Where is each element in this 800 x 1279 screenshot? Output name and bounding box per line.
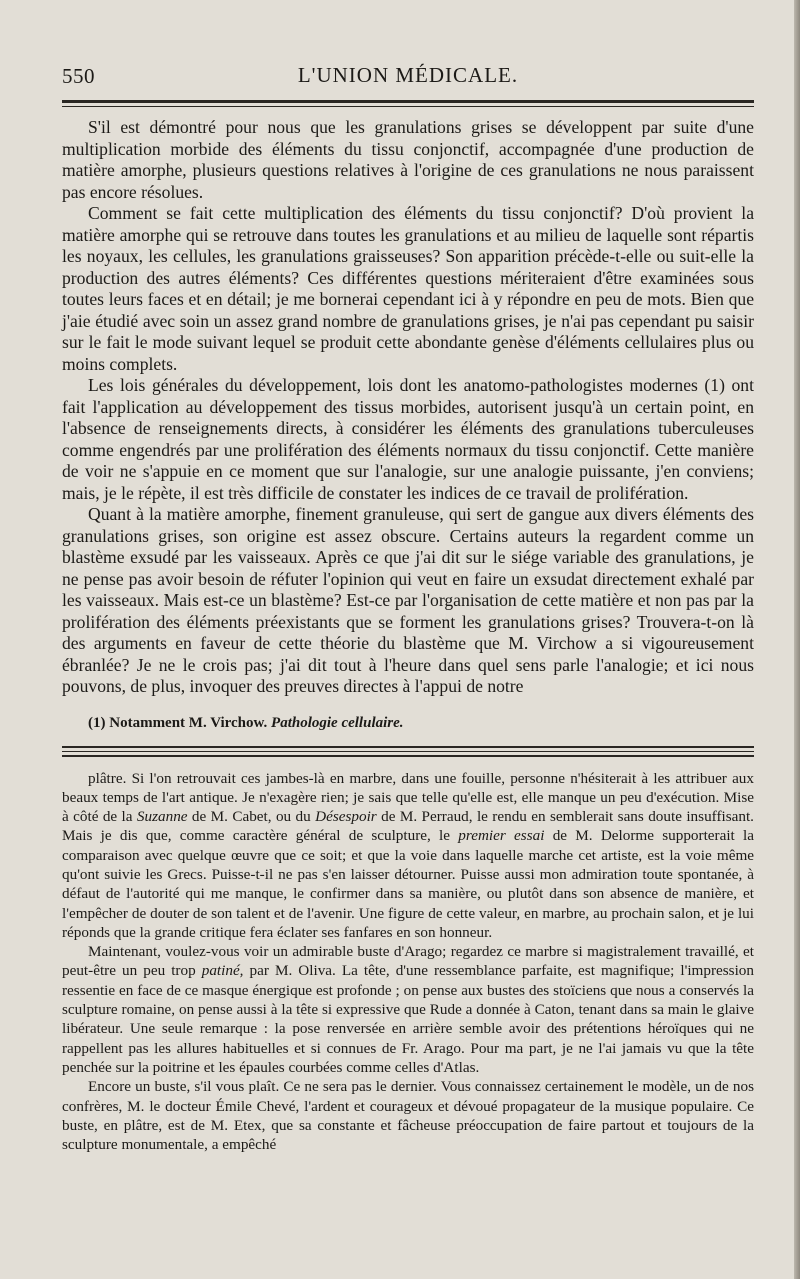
- text-run: Maintenant, voulez-vous voir un admirable buste d'Arago; regardez ce marbre si magistralement travaillé, et peut-être un peu trop: [62, 943, 754, 980]
- italic-title: Désespoir: [315, 808, 377, 826]
- main-paragraph: S'il est démontré pour nous que les granulations grises se développent par suite d'une multiplication morbide des éléments du tissu conjonctif, accompagnée d'une production de matière amorphe, plusieurs questions relatives à l'origine de ces granulations ne nous paraissent pas encore résolues.: [62, 117, 754, 202]
- text-run: par M. Oliva. La tête, d'une ressemblance parfaite, est magnifique; l'impression ressentie en face de ce masque énergique est profonde ; on pense aux bustes des stoïciens que nous a conservés la sculpture romaine, on pense aussi à la tête si expressive que Rude a donnée à Caton, tenant dans sa main le glaive libérateur. Une seule remarque : la pose renversée en arrière semble avoir des prétentions héroïques qui ne rappellent pas les allures habituelles et si connues de Fr. Arago. Pour ma part, je ne l'ai jamais vu que la tête penchée sur la poitrine et les épaules courbées comme celles d'Atlas.: [62, 962, 754, 1076]
- feuilleton-paragraph: Encore un buste, s'il vous plaît. Ce ne sera pas le dernier. Vous connaissez certainement le modèle, un de nos confrères, M. le docteur Émile Chevé, l'ardent et courageux et dévoué propagateur de la musique populaire. Ce buste, en plâtre, est de M. Etex, que sa constante et fâcheuse préoccupation de faire partout et toujours de la sculpture monumentale, a empêché: [62, 1078, 754, 1154]
- footnote: [62, 714, 754, 732]
- running-title: L'UNION MÉDICALE.: [297, 63, 519, 87]
- feuilleton-section: [62, 769, 754, 1155]
- main-paragraph: Quant à la matière amorphe, finement granuleuse, qui sert de gangue aux divers éléments des granulations grises, son origine est assez obscure. Certains auteurs la regardent comme un blastème exsudé par les vaisseaux. Après ce que j'ai dit sur le siége variable des granulations, je ne pense pas avoir besoin de réfuter l'opinion qui veut en faire un exsudat directement exhalé par les vaisseaux. Mais est-ce un blastème? Est-ce par l'organisation de cette matière et non pas par la prolifération des éléments préexistants que se forment les granulations grises? Trouvera-t-on là des arguments en faveur de cette théorie du blastème que M. Virchow a si vigoureusement ébranlée? Je ne le crois pas; j'ai dit tout à l'heure dans quel sens parle l'analogie; et ici nous pouvons, de plus, invoquer des preuves directes à l'appui de notre: [62, 504, 754, 696]
- text-run: de M. Perraud, le rendu en semblerait sans doute insuffisant. Mais je dis que, comme caractère général de sculpture, le: [62, 808, 754, 845]
- main-article: [62, 117, 754, 698]
- italic-title: Suzanne: [136, 808, 188, 826]
- text-run: de M. Delorme supporterait la comparaison avec quelque œuvre que ce soit; et que la voie dans laquelle marche cet artiste, est la voie même qu'ont suivie les Grecs. Puisse-t-il ne pas s'en laisser détourner. Puisse aussi mon admiration toute spontanée, à défaut de l'autorité qui me manque, le confirmer dans sa manière, ou plutôt dans son absence de manière, et l'empêcher de douter de son talent et de l'avenir. Une figure de cette valeur, en marbre, au prochain salon, et je lui réponds que la grande critique fera éclater ses fanfares en son honneur.: [62, 827, 754, 941]
- header-rule-thin: [62, 106, 754, 107]
- main-paragraph: Les lois générales du développement, lois dont les anatomo-pathologistes modernes (1) ont fait l'application au développement des tissus morbides, autorisent jusqu'à un certain point, en l'absence de renseignements directs, à considérer les éléments des granulations tuberculeuses comme engendrés par une prolifération des éléments normaux du tissu conjonctif. Cette manière de voir ne s'appuie en ce moment que sur l'analogie, sur une analogie puissante, j'en conviens; mais, je le répète, il est très difficile de constater les indices de ce travail de prolifération.: [62, 375, 754, 503]
- footnote-work: Pathologie cellulaire.: [271, 714, 404, 731]
- feuilleton-paragraph: [62, 942, 754, 1077]
- page-header: [62, 58, 754, 92]
- feuilleton-paragraph: [62, 769, 754, 943]
- text-run: plâtre. Si l'on retrouvait ces jambes-là en marbre, dans une fouille, personne n'hésiterait à les attribuer aux beaux temps de l'art antique. Je n'exagère rien; je sais que telle qu'elle est, elle manque un peu d'exécution. Mise à côté de la: [62, 769, 754, 826]
- header-rule: [62, 100, 754, 103]
- feuilleton-divider: [62, 746, 754, 757]
- italic-word: patiné,: [201, 962, 244, 980]
- footnote-marker: (1) Notamment M. Virchow.: [88, 714, 268, 731]
- page-number: 550: [62, 64, 95, 88]
- text-run: de M. Cabet, ou du: [187, 808, 316, 826]
- main-paragraph: Comment se fait cette multiplication des éléments du tissu conjonctif? D'où provient la matière amorphe qui se retrouve dans toutes les granulations et au milieu de laquelle sont répartis les noyaux, les cellules, les granulations graisseuses? Son apparition précède-t-elle ou suit-elle la production des autres éléments? Ces différentes questions mériteraient d'être examinées sous toutes leurs faces et en détail; je me bornerai cependant ici à y répondre en peu de mots. Bien que j'aie étudié avec soin un assez grand nombre de granulations grises, je n'ai pas cependant pu saisir sur le fait le mode suivant lequel se produit cette abondante genèse d'éléments cellulaires plus ou moins complets.: [62, 203, 754, 374]
- italic-title: premier essai: [458, 827, 545, 845]
